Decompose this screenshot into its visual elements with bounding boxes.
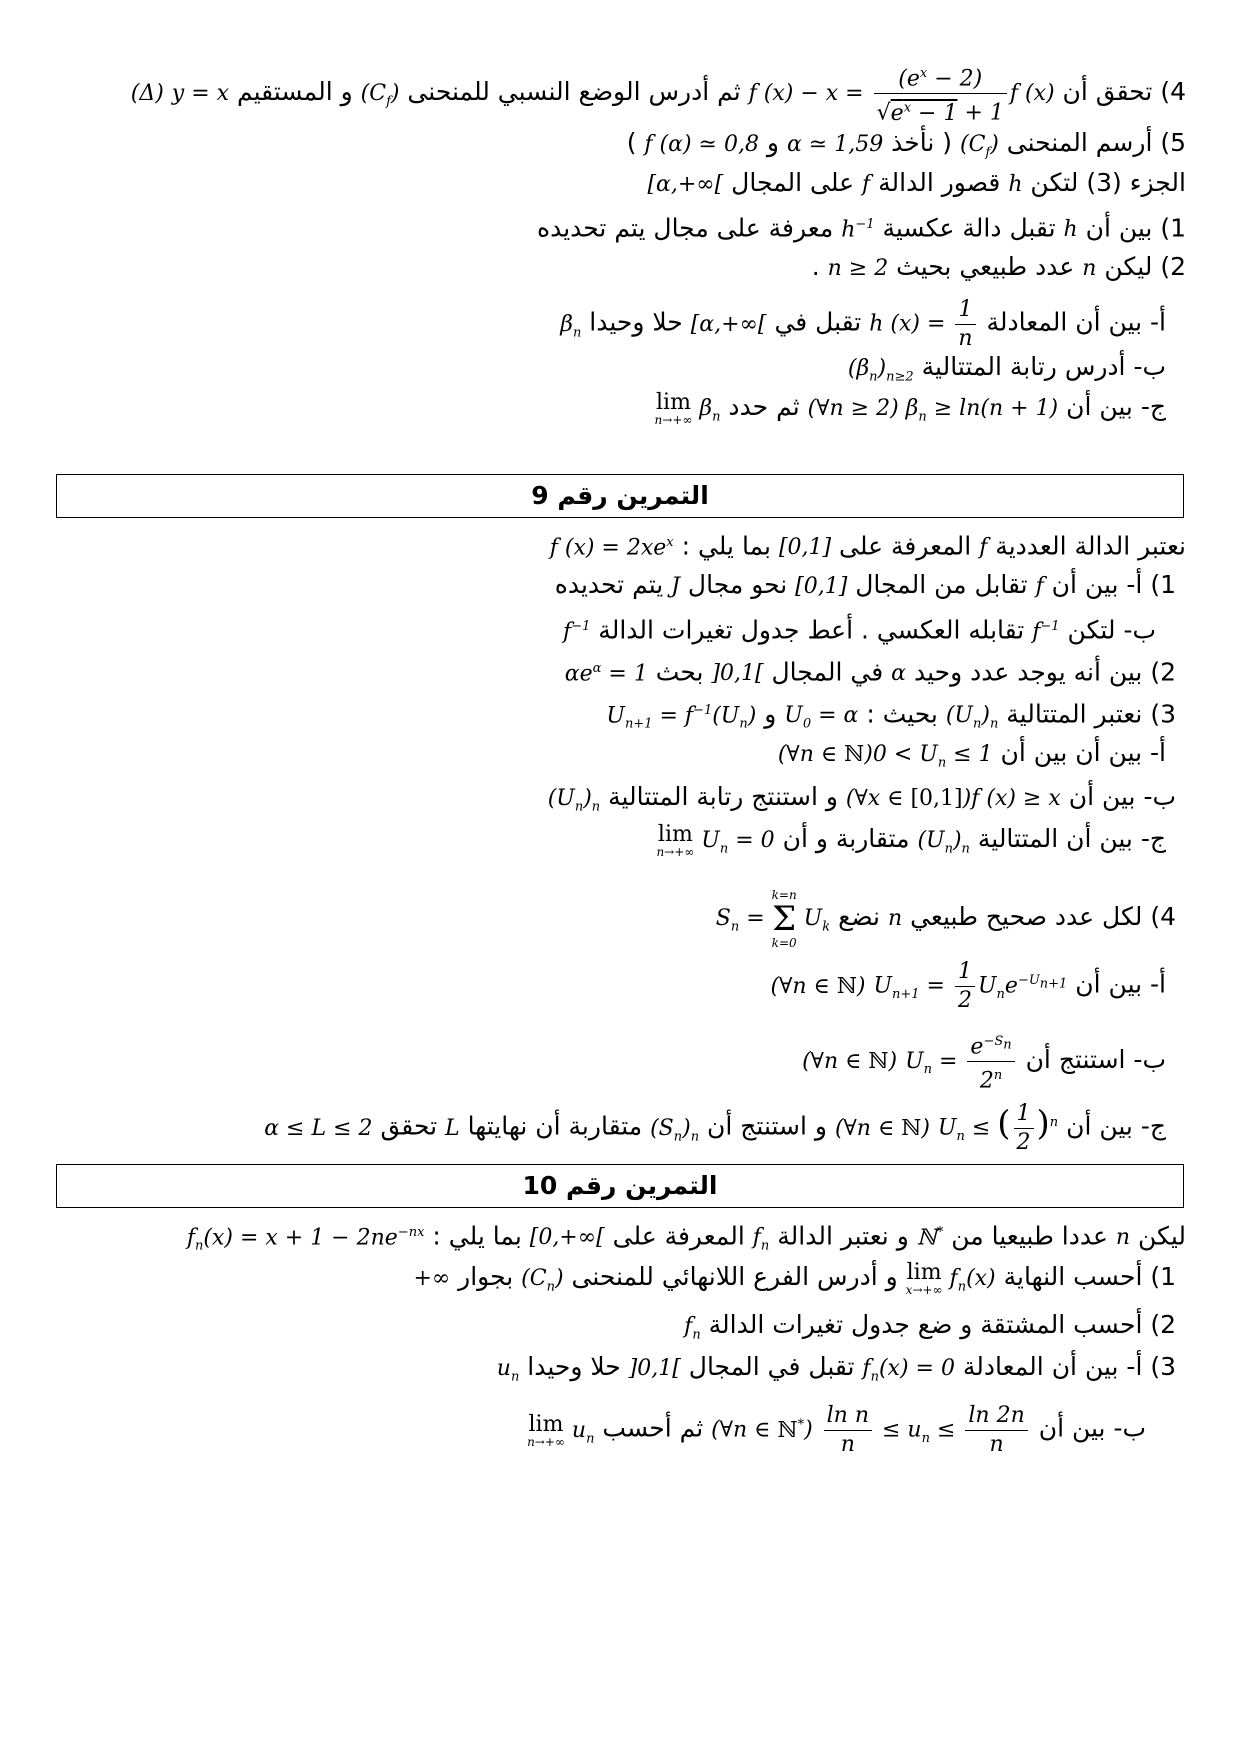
- ex10-intro: ليكن n عددا طبيعيا من ℕ* و نعتبر الدالة $f_n$ المعرفة على [0,+∞[ بما يلي : $f_n(x) = x + 1 - 2ne^{-nx}$: [186, 1221, 1186, 1254]
- ex9-q4c: ج- بين أن $U_n$ ≤ ( $\frac{1}{2}$ )$^n$ (∀n ∈ ℕ) و استنتج أن $(S_n)_n$ متقاربة أن نهايتها L تحقق α ≤ L ≤ 2: [264, 1101, 1166, 1155]
- part-3-q2b: ب- أدرس رتابة المتتالية $(\beta_n)_{n\ge 2}$: [847, 352, 1166, 385]
- ex9-q3b: ب- بين أن f (x) ≥ x(∀x ∈ [0,1]) و استنتج رتابة المتتالية $(U_n)_n$: [547, 782, 1176, 815]
- exercise-9-title: التمرين رقم 9: [56, 474, 1184, 518]
- part-3-q2a: أ- بين أن المعادلة h (x) = $\frac{1}{n}$ تقبل في [α,+∞[ حلا وحيدا $\beta_n$: [560, 297, 1166, 351]
- document-page: [56, 40, 1186, 1720]
- part-3-q2c: ج- بين أن (∀n ≥ 2) $\beta_n \ge \ln(n + 1)$ ثم حدد lim n→+∞ $\beta_n$: [654, 390, 1166, 427]
- ex9-intro: نعتبر الدالة العددية f المعرفة على [0,1] بما يلي : f $(x) = 2xe^x$: [549, 531, 1186, 561]
- ex10-q3b: ب- بين أن $\frac{\text{ln n}}{n}$ ≤ $u_n$ ≤ $\frac{\ln 2n}{n}$ (∀n ∈ ℕ*) ثم أحسب lim n→+∞ $u_n$: [527, 1403, 1146, 1457]
- ex9-q1a: 1) أ- بين أن f تقابل من المجال [0,1] نحو مجال J يتم تحديده: [554, 570, 1176, 599]
- ex9-q1b: ب- لتكن $f^{-1}$ تقابله العكسي . أعط جدول تغيرات الدالة $f^{-1}$: [563, 615, 1156, 645]
- formula-f-minus-x: f (x) − x = $\frac{(e^x - 2)}{√e^x - 1 + 1}$ f (x): [749, 60, 1055, 128]
- part-3-q1: 1) بين أن h تقبل دالة عكسية $h^{-1}$ معرفة على مجال يتم تحديده: [536, 213, 1186, 243]
- ex9-q2: 2) بين أنه يوجد عدد وحيد α في المجال ]0,1[ بحث $\alpha e^\alpha = 1$: [564, 657, 1176, 687]
- exercise-10-title: التمرين رقم 10: [56, 1164, 1184, 1208]
- ex9-q4a: أ- بين أن $U_{n+1}$ = $\frac{1}{2}$ $U_ne^{-U_{n+1}}$ (∀n ∈ ℕ): [770, 959, 1166, 1013]
- ex9-q4: 4) لكل عدد صحيح طبيعي n نضع $S_n$ = k=n Σ k=0 $U_k$: [715, 888, 1176, 950]
- question-5-line: 5) أرسم المنحنى $(C_f)$ ( نأخذ α ≃ 1,59 و f (α) ≃ 0,8 ): [626, 128, 1186, 161]
- part-3-heading: الجزء (3) لتكن h قصور الدالة f على المجال [α,+∞[: [647, 168, 1186, 197]
- question-4-line: 4) تحقق أن f (x) − x = $\frac{(e^x - 2)}{√e^x - 1 + 1}$ f (x) ثم أدرس الوضع النسبي للمنحنى $(C_f)$ و المستقيم y = x (Δ): [131, 60, 1186, 100]
- part-3-q2: 2) ليكن n عدد طبيعي بحيث n ≥ 2 .: [811, 252, 1186, 281]
- ex9-q3a: أ- بين أن بين أن $0 < U_n$ ≤ 1(∀n ∈ ℕ): [777, 738, 1166, 771]
- ex9-q3c: ج- بين أن المتتالية $(U_n)_n$ متقاربة و أن lim n→+∞ $U_n = 0$: [656, 822, 1166, 859]
- ex9-q3: 3) نعتبر المتتالية $(U_n)_n$ بحيث : $U_0 = \alpha$ و $U_{n+1} = f^{-1}(U_n)$: [606, 699, 1176, 732]
- ex9-q4b: ب- استنتج أن $U_n$ = $\frac{e^{-S_n}}{2^n}$ (∀n ∈ ℕ): [802, 1028, 1166, 1068]
- ex10-q1: 1) أحسب النهاية lim x→+∞ $f_n(x)$ و أدرس الفرع اللانهائي للمنحنى $(C_n)$ بجوار +∞: [413, 1260, 1176, 1297]
- ex10-q2: 2) أحسب المشتقة و ضع جدول تغيرات الدالة $f_n$: [684, 1310, 1176, 1343]
- ex10-q3a: 3) أ- بين أن المعادلة $f_n(x) = 0$ تقبل في المجال ]0,1[ حلا وحيدا $u_n$: [496, 1352, 1176, 1385]
